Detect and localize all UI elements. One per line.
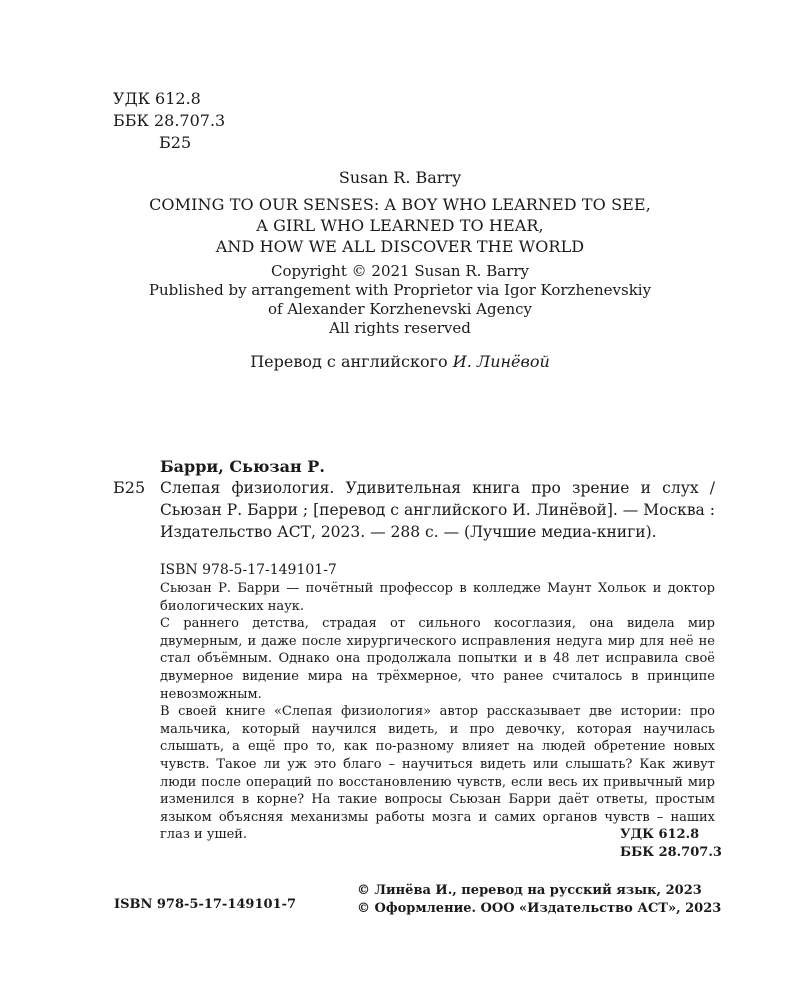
title-line: AND HOW WE ALL DISCOVER THE WORLD <box>215 237 585 256</box>
catalog-author-heading: Барри, Сьюзан Р. <box>160 457 325 476</box>
rights-line: Copyright © 2021 Susan R. Barry <box>271 262 529 280</box>
catalog-description: Слепая физиология. Удивительная книга про зрение и слух / Сьюзан Р. Барри ; [перевод с английского И. Линёвой]. — Москва : Издательство АСТ, 2023. — 288 с. — (Лучшие медиа-книги). <box>160 479 715 541</box>
translator-name: И. Линёвой <box>452 352 550 371</box>
title-line: A GIRL WHO LEARNED TO HEAR, <box>256 216 544 235</box>
rights-notice <box>100 262 700 338</box>
footer-udk-code: УДК 612.8 <box>620 827 700 842</box>
footer-classification-codes <box>620 826 722 862</box>
title-line: COMING TO OUR SENSES: A BOY WHO LEARNED TO SEE, <box>149 195 651 214</box>
annotation-paragraph: В своей книге «Слепая физиология» автор рассказывает две истории: про мальчика, который научился видеть, и про девочку, которая научилась слышать, а ещё про то, как по-разному влияет на людей обретение новых чувств. Такое ли уж это благо – научиться видеть или слышать? Как живут люди после операций по восстановлению чувств, если весь их привычный мир изменился в корне? На такие вопросы Сьюзан Барри даёт ответы, простым языком объясняя механизмы работы мозга и самих органов чувств – наших глаз и ушей. <box>160 704 715 843</box>
footer-isbn: ISBN 978-5-17-149101-7 <box>114 897 297 912</box>
author-sign: Б25 <box>159 133 192 152</box>
bbk-code: ББК 28.707.3 <box>113 111 226 130</box>
translation-credit <box>100 351 700 373</box>
catalog-isbn: ISBN 978-5-17-149101-7 <box>160 562 337 578</box>
translation-prefix: Перевод с английского <box>250 352 453 371</box>
original-author: Susan R. Barry <box>338 168 462 187</box>
footer-copyrights <box>357 882 721 918</box>
catalog-code: Б25 <box>113 478 146 497</box>
annotation-paragraph: С раннего детства, страдая от сильного косоглазия, она видела мир двумерным, и даже после хирургического исправления недуга мир для неё не стал объёмным. Однако она продолжала попытки и в 48 лет исправила своё двумерное видение мира на трёхмерное, что ранее считалось в принципе невозможным. <box>160 616 715 702</box>
footer-bbk-code: ББК 28.707.3 <box>620 845 722 860</box>
rights-line: All rights reserved <box>329 319 471 337</box>
original-title <box>100 194 700 257</box>
rights-line: of Alexander Korzhenevski Agency <box>268 300 532 318</box>
udk-code: УДК 612.8 <box>113 89 201 108</box>
annotation-paragraph: Сьюзан Р. Барри — почётный профессор в колледже Маунт Хольок и доктор биологических наук. <box>160 581 715 614</box>
classification-codes <box>113 88 225 154</box>
copyright-design: © Оформление. ООО «Издательство АСТ», 2023 <box>357 901 722 916</box>
copyright-translation: © Линёва И., перевод на русский язык, 2023 <box>357 883 702 898</box>
rights-line: Published by arrangement with Proprietor via Igor Korzhenevskiy <box>148 281 652 299</box>
annotation <box>160 580 715 844</box>
